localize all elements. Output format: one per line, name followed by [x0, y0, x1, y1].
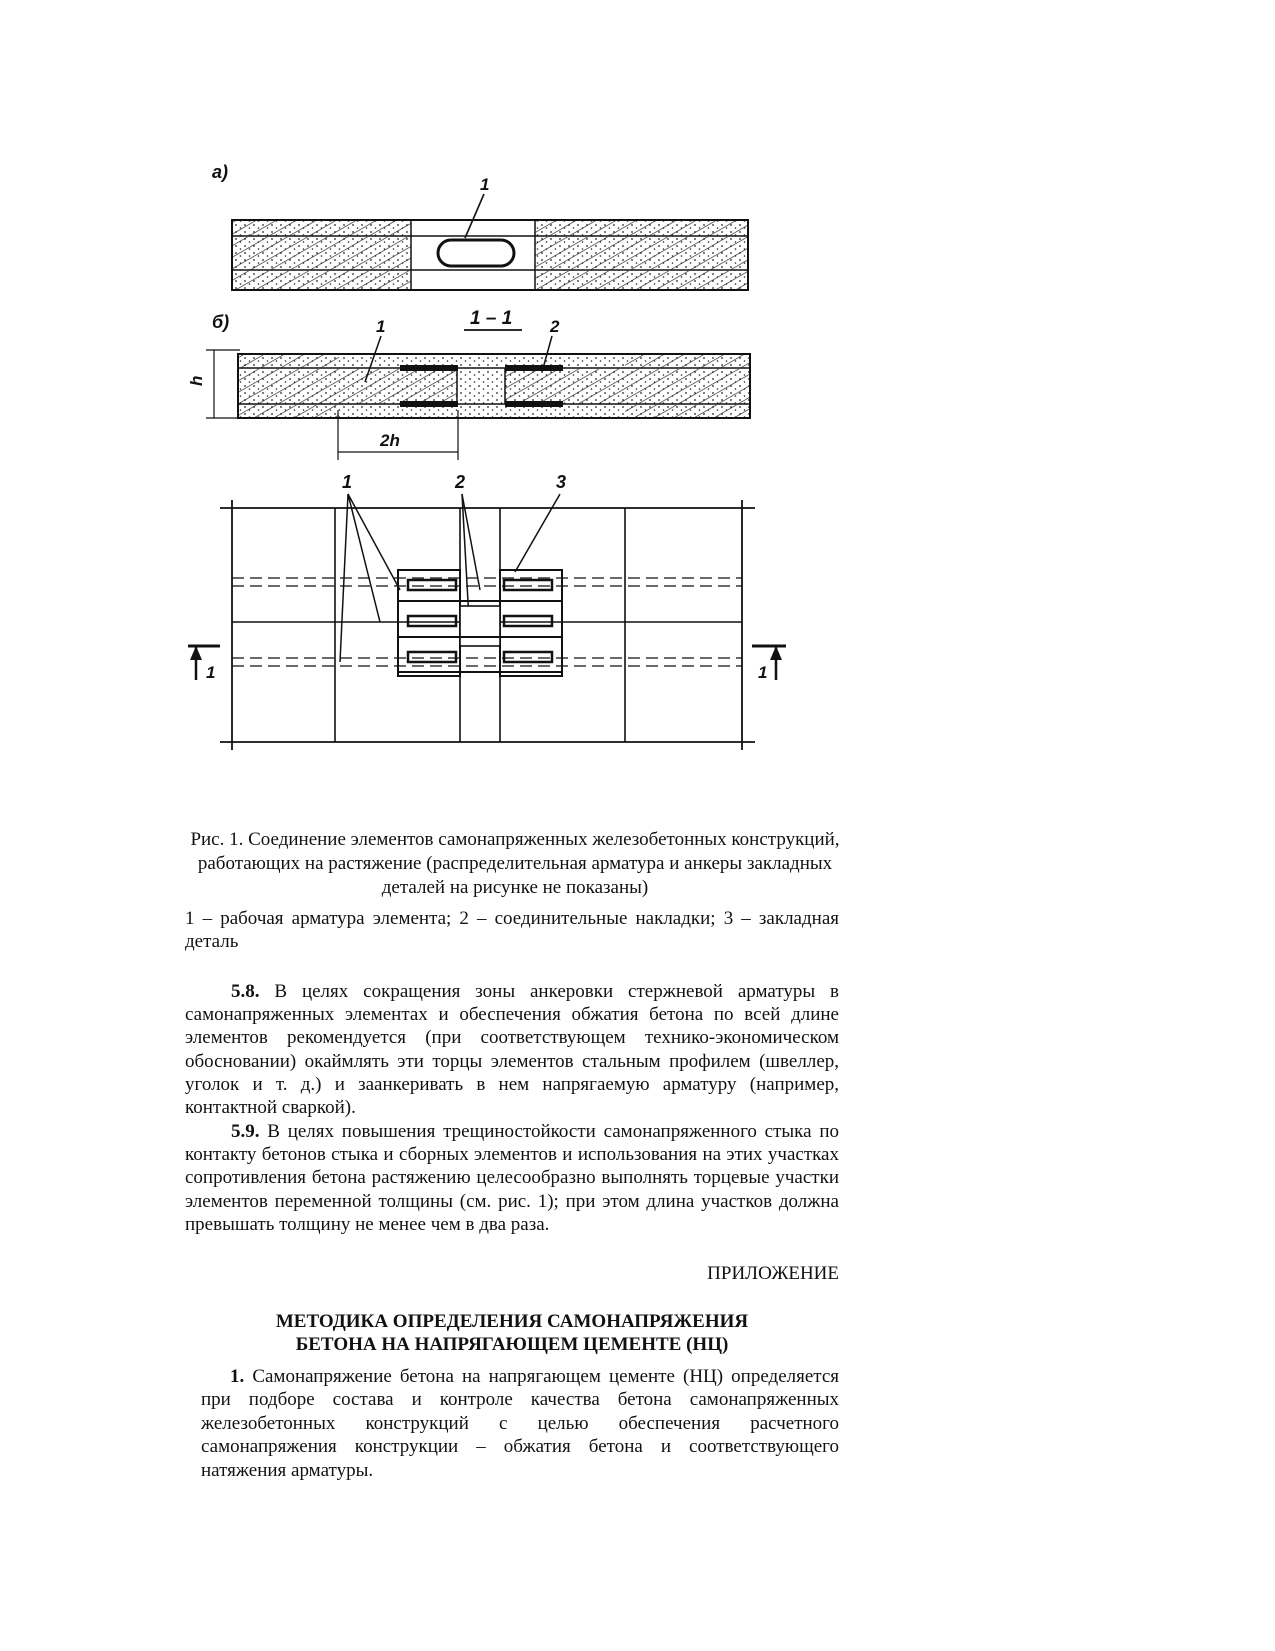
- section-5-9: [185, 1120, 839, 1236]
- label-b: б): [212, 312, 230, 332]
- dim-h: h: [187, 375, 206, 386]
- section-5-8-number: 5.8.: [231, 981, 260, 1002]
- figure-caption: Рис. 1. Соединение элементов самонапряженных железобетонных конструкций, работающих на растяжение (распределительная арматура и анкеры закладных деталей на рисунке не показаны): [190, 829, 840, 898]
- svg-text:1: 1: [206, 663, 216, 682]
- appendix-item-1-number: 1.: [230, 1366, 245, 1387]
- label-a: а): [212, 162, 229, 182]
- appendix-heading-line1: МЕТОДИКА ОПРЕДЕЛЕНИЯ САМОНАПРЯЖЕНИЯ: [275, 1311, 749, 1332]
- appendix-heading-line2: БЕТОНА НА НАПРЯГАЮЩЕМ ЦЕМЕНТЕ (НЦ): [295, 1334, 729, 1355]
- svg-text:1: 1: [758, 663, 768, 682]
- section-5-8: [185, 980, 839, 1119]
- callout-1-plan: 1: [342, 472, 353, 492]
- dim-2h: 2h: [380, 431, 400, 450]
- callout-2-b: 2: [550, 317, 560, 336]
- plan-strip-a: [232, 220, 748, 290]
- section-5-9-number: 5.9.: [231, 1121, 260, 1142]
- joint-drawing-svg: [180, 160, 840, 790]
- appendix-item-1: [201, 1365, 839, 1482]
- section-5-8-text: В целях сокращения зоны анкеровки стержневой арматуры в самонапряженных элементах и обеспечения обжатия бетона по всей длине элементов рекомендуется (при соответствующем технико-экономическом обосновании) окаймлять эти торцы элементов стальным профилем (швеллер, уголок и т. д.) и заанкеривать в нем напрягаемую арматуру (например, контактной сваркой).: [185, 981, 839, 1119]
- callout-1-a: 1: [480, 175, 490, 194]
- callout-3-plan: 3: [556, 472, 567, 492]
- appendix-label: ПРИЛОЖЕНИЕ: [707, 1263, 839, 1284]
- callout-1-b: 1: [376, 317, 386, 336]
- appendix-item-1-text: Самонапряжение бетона на напрягающем цементе (НЦ) определяется при подборе состава и контроле качества бетона самонапряженных железобетонных конструкций с целью обеспечения расчетного самонапряжения конструкции – обжатия бетона и соответствующего натяжения арматуры.: [201, 1366, 839, 1481]
- figure-legend: 1 – рабочая арматура элемента; 2 – соединительные накладки; 3 – закладная деталь: [185, 908, 839, 952]
- section-5-9-text: В целях повышения трещиностойкости самонапряженного стыка по контакту бетонов стыка и сборных элементов и использования на этих участках сопротивления бетона растяжению целесообразно выполнять торцевые участки элементов переменной толщины (см. рис. 1); при этом длина участков должна превышать толщину не менее чем в два раза.: [185, 1121, 839, 1235]
- plan-grid: [220, 500, 755, 750]
- section-label-1-1: 1 – 1: [470, 308, 513, 329]
- section-strip-b: [238, 354, 750, 418]
- appendix-heading: [185, 1310, 839, 1356]
- callout-2-plan: 2: [455, 472, 466, 492]
- figure-joint-drawing: [180, 160, 840, 790]
- section-mark-right: [752, 646, 786, 682]
- section-mark-left: [188, 646, 220, 682]
